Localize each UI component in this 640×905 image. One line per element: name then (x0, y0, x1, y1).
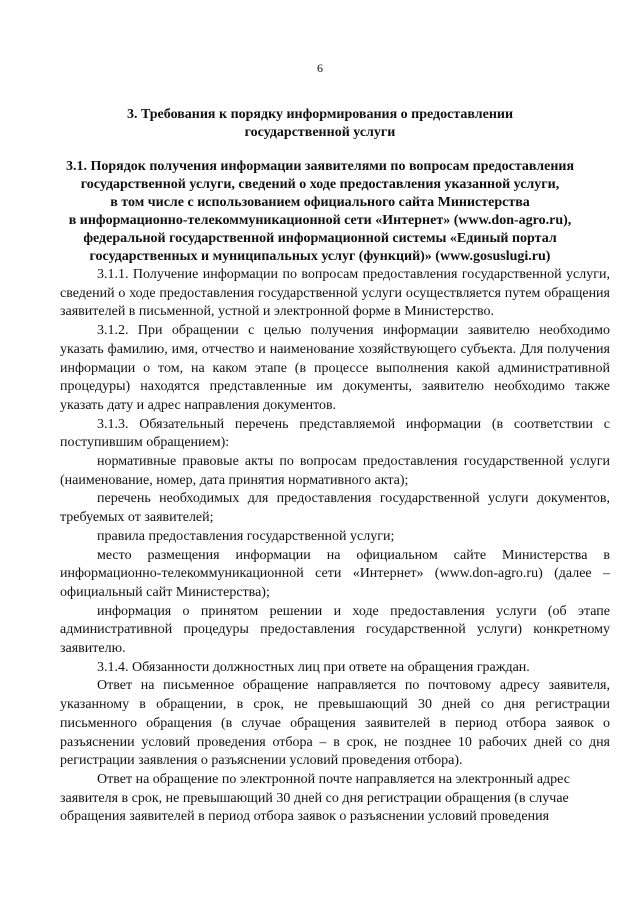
paragraph-3-1-2: 3.1.2. При обращении с целью получения информации заявителю необходимо указать фамилию, имя, отчество и наименование хозяйствующего субъекта. Для получения информации о том, на каком этапе (в процессе выполнения какой административной процедуры) находятся представленные им документы, заявителю необходимо также указать дату и адрес направления документов. (60, 323, 610, 413)
list-item-legal-acts: нормативные правовые акты по вопросам предоставления государственной услуги (наименование, номер, дата принятия нормативного акта); (60, 454, 610, 488)
paragraph-3-1-3: 3.1.3. Обязательный перечень представляемой информации (в соответствии с поступившим обращением): (60, 416, 610, 451)
section-title (40, 106, 600, 142)
paragraph-3-1-4: 3.1.4. Обязанности должностных лиц при ответе на обращения граждан. (97, 659, 530, 675)
paragraph-3-1-1: 3.1.1. Получение информации по вопросам предоставления государственной услуги, сведений о ходе предоставления государственной услуги осуществляется путем обращения заявителей в письменной, устной и электронной форме в Министерство. (60, 267, 610, 320)
list-item-rules: правила предоставления государственной услуги; (97, 528, 395, 544)
subsection-title-line: в том числе с использованием официального сайта Министерства (110, 195, 530, 210)
page-number: 6 (317, 61, 323, 75)
body-text (60, 266, 610, 827)
paragraph-email-reply: Ответ на обращение по электронной почте направляется на электронный адрес заявителя в срок, не превышающий 30 дней со дня регистрации обращения (в случае обращения заявителей в период отбора заявок о разъяснении условий проведения (60, 771, 570, 825)
subsection-title-line: государственной услуги, сведений о ходе предоставления указанной услуги, (80, 177, 560, 192)
subsection-title-line: государственных и муниципальных услуг (функций)» (www.gosuslugi.ru) (89, 249, 551, 264)
paragraph-written-reply: Ответ на письменное обращение направляется по почтовому адресу заявителя, указанному в обращении, в срок, не превышающий 30 дней со дня регистрации письменного обращения (в случае обращения заявителей в период отбора заявок о разъяснении условий проведения отбора – в срок, не позднее 10 рабочих дней со дня регистрации заявления о разъяснении условий проведения отбора). (60, 678, 610, 769)
subsection-title (40, 158, 600, 266)
list-item-website: место размещения информации на официальном сайте Министерства в информационно-телекоммуникационной сети «Интернет» (www.don-agro.ru) (далее – официальный сайт Министерства); (60, 547, 610, 600)
subsection-title-line: 3.1. Порядок получения информации заявителями по вопросам предоставления (65, 159, 575, 174)
subsection-title-line: в информационно-телекоммуникационной сети «Интернет» (www.don-agro.ru), (68, 213, 572, 228)
section-title-line: 3. Требования к порядку информирования о предоставлении (126, 107, 514, 122)
list-item-decision-info: информация о принятом решении и ходе предоставления услуги (об этапе административной процедуры предоставления государственной услуги) конкретному заявителю. (60, 603, 610, 657)
subsection-title-line: федеральной государственной информационной системы «Единый портал (83, 231, 557, 246)
section-title-line: государственной услуги (244, 125, 396, 140)
list-item-documents: перечень необходимых для предоставления государственной услуги документов, требуемых от заявителей; (60, 491, 610, 526)
